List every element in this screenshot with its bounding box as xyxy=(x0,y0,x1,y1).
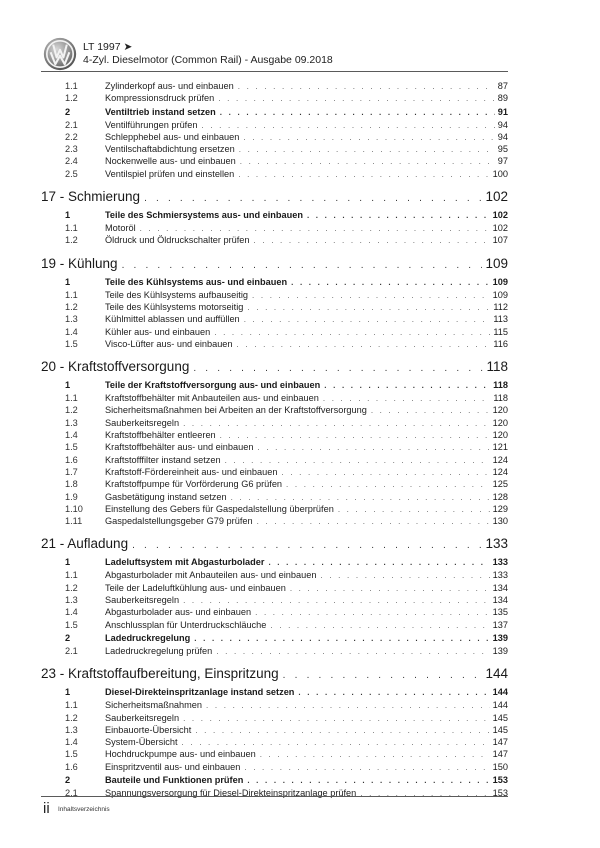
toc-entry-page[interactable]: 133 xyxy=(492,570,508,581)
dot-leader xyxy=(243,133,494,142)
toc-entry-number: 1.1 xyxy=(65,393,78,404)
dot-leader xyxy=(140,224,490,233)
toc-entry-page[interactable]: 120 xyxy=(492,430,508,441)
toc-entry[interactable] xyxy=(41,314,508,326)
toc-entry-page[interactable]: 144 xyxy=(492,700,508,711)
toc-entry[interactable] xyxy=(41,646,508,658)
dot-leader xyxy=(260,750,490,759)
toc-entry[interactable] xyxy=(41,595,508,607)
toc-entry-page[interactable]: 113 xyxy=(493,314,508,325)
toc-entry-title[interactable]: Ventilführungen prüfen xyxy=(105,120,201,130)
toc-entry-title[interactable]: Einspritzventil aus- und einbauen xyxy=(105,762,244,772)
dot-leader xyxy=(231,493,490,502)
toc-entry[interactable] xyxy=(41,327,508,339)
toc-entry[interactable] xyxy=(41,132,508,144)
toc-entry[interactable] xyxy=(41,788,508,800)
toc-entry-title[interactable]: Ventilspiel prüfen und einstellen xyxy=(105,169,238,179)
dot-leader xyxy=(183,419,490,428)
toc-entry-page[interactable]: 100 xyxy=(492,168,508,179)
dot-leader xyxy=(324,381,490,390)
toc-entry-number: 1.5 xyxy=(65,619,78,630)
dot-leader xyxy=(220,108,495,117)
toc-entry-title[interactable]: Visco-Lüfter aus- und einbauen xyxy=(105,339,237,349)
dot-leader xyxy=(132,540,482,551)
dot-leader xyxy=(286,480,490,489)
toc-entry-title[interactable]: Teile des Kühlsystems aufbauseitig xyxy=(105,290,252,300)
toc-entry-page[interactable]: 124 xyxy=(492,454,508,465)
toc-entry[interactable] xyxy=(41,570,508,582)
toc-entry[interactable] xyxy=(41,339,508,351)
toc-entry-page[interactable]: 144 xyxy=(485,666,508,682)
toc-entry-page[interactable]: 115 xyxy=(493,326,508,337)
toc-entry-title[interactable]: Ventiltrieb instand setzen xyxy=(105,107,220,117)
toc-entry-page[interactable]: 121 xyxy=(492,442,508,453)
toc-entry-page[interactable]: 147 xyxy=(492,749,508,760)
dot-leader xyxy=(320,571,489,580)
toc-entry-title[interactable]: Hochdruckpumpe aus- und einbauen xyxy=(105,749,260,759)
toc-entry-page[interactable]: 134 xyxy=(492,595,508,606)
dot-leader xyxy=(206,701,490,710)
dot-leader xyxy=(182,738,490,747)
toc-entry[interactable] xyxy=(41,504,508,516)
dot-leader xyxy=(237,340,491,349)
toc-entry[interactable] xyxy=(41,455,508,467)
toc-entry[interactable] xyxy=(41,762,508,774)
dot-leader xyxy=(218,94,494,103)
toc-entry-title[interactable]: Zylinderkopf aus- und einbauen xyxy=(105,81,238,91)
toc-entry-number: 1.1 xyxy=(65,81,78,91)
toc-entry-page[interactable]: 118 xyxy=(486,359,508,375)
toc-entry-title[interactable]: Teile des Kühlsystems aus- und einbauen xyxy=(105,277,291,287)
toc-section[interactable] xyxy=(41,107,508,120)
toc-entry-number: 1 xyxy=(65,557,71,568)
toc-entry-page[interactable]: 139 xyxy=(492,632,508,643)
toc-entry[interactable] xyxy=(41,144,508,156)
toc-entry-title[interactable]: Gaspedalstellungsgeber G79 prüfen xyxy=(105,516,257,526)
toc-entry-page[interactable]: 144 xyxy=(492,687,508,698)
toc-entry-number: 1.1 xyxy=(65,289,78,300)
vehicle-model: LT 1997 ➤ xyxy=(83,41,133,53)
toc-entry-number: 1.2 xyxy=(65,582,78,593)
dot-leader xyxy=(252,291,490,300)
toc-entry-title[interactable]: 21 - Aufladung xyxy=(41,536,132,551)
toc-section[interactable] xyxy=(41,380,508,393)
toc-entry[interactable] xyxy=(41,620,508,632)
toc-entry-number: 1.6 xyxy=(65,761,78,772)
toc-entry-number: 1 xyxy=(65,210,71,221)
toc-entry-title[interactable]: 23 - Kraftstoffaufbereitung, Einspritzung xyxy=(41,666,283,681)
toc-entry-title[interactable]: Ventilschaftabdichtung ersetzen xyxy=(105,144,239,154)
dot-leader xyxy=(257,517,490,526)
toc-entry-page[interactable]: 130 xyxy=(492,516,508,527)
toc-entry-title[interactable]: Ladeluftsystem mit Abgasturbolader xyxy=(105,557,268,567)
toc-entry-number: 1.4 xyxy=(65,607,78,618)
toc-entry-page[interactable]: 145 xyxy=(492,712,508,723)
toc-entry-title[interactable]: Abgasturbolader mit Anbauteilen aus- und einbauen xyxy=(105,570,320,580)
toc-entry-page[interactable]: 102 xyxy=(485,189,508,205)
toc-entry-page[interactable]: 120 xyxy=(492,405,508,416)
dot-leader xyxy=(307,211,490,220)
toc-entry-page[interactable]: 87 xyxy=(497,81,508,91)
toc-entry-title[interactable]: Ladedruckregelung xyxy=(105,633,194,643)
toc-entry-number: 1.2 xyxy=(65,405,78,416)
toc-entry-title[interactable]: Diesel-Direkteinspritzanlage instand setzen xyxy=(105,687,298,697)
toc-entry-title[interactable]: Einstellung des Gebers für Gaspedalstellung überprüfen xyxy=(105,504,338,514)
dot-leader xyxy=(338,505,490,514)
toc-entry-page[interactable]: 89 xyxy=(497,93,508,104)
toc-entry-page[interactable]: 133 xyxy=(492,557,508,568)
toc-entry-title[interactable]: Sauberkeitsregeln xyxy=(105,418,183,428)
dot-leader xyxy=(183,596,490,605)
toc-entry-number: 2.4 xyxy=(65,156,78,167)
toc-section[interactable] xyxy=(41,557,508,570)
toc-entry-page[interactable]: 91 xyxy=(497,106,508,117)
toc-entry-page[interactable]: 135 xyxy=(492,607,508,618)
dot-leader xyxy=(268,558,489,567)
toc-entry[interactable] xyxy=(41,749,508,761)
toc-entry-page[interactable]: 102 xyxy=(492,223,508,234)
dot-leader xyxy=(194,634,489,643)
dot-leader xyxy=(220,431,490,440)
toc-chapter[interactable] xyxy=(41,666,508,686)
toc-entry-page[interactable]: 153 xyxy=(492,787,508,798)
toc-entry-number: 2 xyxy=(65,774,71,785)
toc-entry-page[interactable]: 145 xyxy=(492,724,508,735)
toc-entry-number: 1.5 xyxy=(65,442,78,453)
toc-entry-page[interactable]: 153 xyxy=(492,774,508,785)
toc-entry-number: 1.3 xyxy=(65,417,78,428)
dot-leader xyxy=(238,170,489,179)
toc-entry-number: 1.3 xyxy=(65,314,78,325)
toc-entry-number: 1.5 xyxy=(65,749,78,760)
toc-entry-page[interactable]: 134 xyxy=(492,582,508,593)
toc-entry-title[interactable]: Sauberkeitsregeln xyxy=(105,713,183,723)
toc-entry[interactable] xyxy=(41,725,508,737)
toc-entry-page[interactable]: 109 xyxy=(492,289,508,300)
toc-entry-number: 1 xyxy=(65,276,71,287)
toc-section[interactable] xyxy=(41,633,508,646)
toc-entry-title[interactable]: Gasbetätigung instand setzen xyxy=(105,492,231,502)
toc-entry[interactable] xyxy=(41,81,508,93)
toc-entry[interactable] xyxy=(41,235,508,247)
table-of-contents xyxy=(41,81,508,800)
toc-entry-number: 1.3 xyxy=(65,724,78,735)
toc-entry-title[interactable]: Kühler aus- und einbauen xyxy=(105,327,214,337)
dot-leader xyxy=(270,621,489,630)
dot-leader xyxy=(247,303,490,312)
toc-entry[interactable] xyxy=(41,169,508,181)
dot-leader xyxy=(193,363,483,374)
toc-entry-page[interactable]: 116 xyxy=(493,338,508,349)
toc-entry[interactable] xyxy=(41,737,508,749)
dot-leader xyxy=(254,236,490,245)
toc-entry-number: 1.1 xyxy=(65,570,78,581)
dot-leader xyxy=(201,121,494,130)
document-subtitle: 4-Zyl. Dieselmotor (Common Rail) - Ausgabe 09.2018 xyxy=(83,54,333,66)
toc-entry[interactable] xyxy=(41,156,508,168)
toc-entry-title[interactable]: Teile der Kraftstoffversorgung aus- und einbauen xyxy=(105,380,324,390)
toc-entry-title[interactable]: Anschlussplan für Unterdruckschläuche xyxy=(105,620,270,630)
toc-entry-number: 1.4 xyxy=(65,430,78,441)
toc-entry-title[interactable]: Spannungsversorgung für Diesel-Direkteinspritzanlage prüfen xyxy=(105,788,360,798)
toc-entry-number: 1 xyxy=(65,380,71,391)
toc-entry[interactable] xyxy=(41,516,508,528)
toc-entry-title[interactable]: Kraftstoffpumpe für Vorförderung G6 prüfen xyxy=(105,479,286,489)
toc-entry-number: 1.8 xyxy=(65,479,78,490)
dot-leader xyxy=(183,714,490,723)
toc-section[interactable] xyxy=(41,775,508,788)
toc-entry-number: 2.2 xyxy=(65,131,78,142)
toc-entry-page[interactable]: 124 xyxy=(492,466,508,477)
dot-leader xyxy=(225,456,490,465)
toc-entry-page[interactable]: 120 xyxy=(492,417,508,428)
toc-entry-page[interactable]: 128 xyxy=(492,491,508,502)
toc-entry-title[interactable]: Kraftstoffbehälter aus- und einbauen xyxy=(105,442,257,452)
footer-page-number: ii xyxy=(43,800,50,817)
toc-entry[interactable] xyxy=(41,290,508,302)
dot-leader xyxy=(255,608,490,617)
toc-entry-number: 1.10 xyxy=(65,503,83,514)
dot-leader xyxy=(144,193,482,204)
toc-entry[interactable] xyxy=(41,442,508,454)
dot-leader xyxy=(283,670,483,681)
toc-entry-title[interactable]: System-Übersicht xyxy=(105,737,182,747)
toc-chapter[interactable] xyxy=(41,256,508,276)
dot-leader xyxy=(195,726,489,735)
toc-entry-number: 2.1 xyxy=(65,119,78,130)
dot-leader xyxy=(257,443,489,452)
toc-entry-number: 1.4 xyxy=(65,326,78,337)
dot-leader xyxy=(298,688,489,697)
toc-entry-page[interactable]: 109 xyxy=(485,255,508,271)
toc-section[interactable] xyxy=(41,210,508,223)
toc-entry[interactable] xyxy=(41,467,508,479)
dot-leader xyxy=(290,584,490,593)
toc-entry[interactable] xyxy=(41,418,508,430)
toc-entry-number: 1.6 xyxy=(65,454,78,465)
toc-entry-number: 1.7 xyxy=(65,466,78,477)
dot-leader xyxy=(281,468,489,477)
toc-entry[interactable] xyxy=(41,405,508,417)
toc-entry-title[interactable]: Öldruck und Öldruckschalter prüfen xyxy=(105,235,254,245)
footer-rule xyxy=(41,796,508,797)
dot-leader xyxy=(214,328,490,337)
toc-entry-title[interactable]: 17 - Schmierung xyxy=(41,189,144,204)
toc-entry-number: 2.1 xyxy=(65,787,78,798)
toc-entry-title[interactable]: Teile der Ladeluftkühlung aus- und einbauen xyxy=(105,583,290,593)
toc-entry[interactable] xyxy=(41,302,508,314)
toc-chapter[interactable] xyxy=(41,189,508,209)
toc-entry-title[interactable]: 19 - Kühlung xyxy=(41,256,122,271)
vw-logo-icon xyxy=(43,37,77,71)
toc-entry[interactable] xyxy=(41,713,508,725)
dot-leader xyxy=(239,145,495,154)
toc-entry-title[interactable]: Einbauorte-Übersicht xyxy=(105,725,195,735)
toc-entry[interactable] xyxy=(41,479,508,491)
toc-entry-page[interactable]: 129 xyxy=(492,503,508,514)
toc-entry-title[interactable]: Teile des Schmiersystems aus- und einbauen xyxy=(105,210,307,220)
toc-entry-number: 1.2 xyxy=(65,235,78,246)
toc-entry-number: 1.4 xyxy=(65,737,78,748)
toc-entry-title[interactable]: Sauberkeitsregeln xyxy=(105,595,183,605)
toc-entry-number: 1.1 xyxy=(65,700,78,711)
toc-chapter[interactable] xyxy=(41,359,508,379)
toc-entry-number: 2.3 xyxy=(65,144,78,155)
toc-entry[interactable] xyxy=(41,393,508,405)
toc-entry-title[interactable]: 20 - Kraftstoffversorgung xyxy=(41,359,193,374)
dot-leader xyxy=(371,406,490,415)
toc-entry-page[interactable]: 109 xyxy=(492,276,508,287)
toc-entry-number: 1 xyxy=(65,687,71,698)
toc-entry-number: 2 xyxy=(65,106,71,117)
toc-entry-page[interactable]: 150 xyxy=(492,761,508,772)
toc-entry-page[interactable]: 102 xyxy=(492,210,508,221)
toc-entry-page[interactable]: 94 xyxy=(497,131,508,142)
toc-entry-page[interactable]: 125 xyxy=(492,479,508,490)
toc-entry-number: 1.2 xyxy=(65,712,78,723)
toc-entry-number: 1.1 xyxy=(65,223,78,234)
toc-entry-number: 2.5 xyxy=(65,168,78,179)
toc-entry-title[interactable]: Kühlmittel ablassen und auffüllen xyxy=(105,314,244,324)
toc-entry-page[interactable]: 97 xyxy=(497,156,508,167)
toc-section[interactable] xyxy=(41,687,508,700)
toc-entry-title[interactable]: Ladedruckregelung prüfen xyxy=(105,646,216,656)
toc-entry-number: 1.5 xyxy=(65,338,78,349)
dot-leader xyxy=(238,82,495,91)
toc-entry-title[interactable]: Kraftstoff-Fördereinheit aus- und einbauen xyxy=(105,467,281,477)
toc-entry[interactable] xyxy=(41,607,508,619)
toc-entry-page[interactable]: 94 xyxy=(497,119,508,130)
toc-entry[interactable] xyxy=(41,492,508,504)
toc-entry-number: 2 xyxy=(65,632,71,643)
toc-entry-page[interactable]: 95 xyxy=(497,144,508,155)
dot-leader xyxy=(244,763,489,772)
toc-section[interactable] xyxy=(41,277,508,290)
toc-entry[interactable] xyxy=(41,93,508,105)
toc-entry-number: 2.1 xyxy=(65,645,78,656)
dot-leader xyxy=(240,157,495,166)
toc-entry-title[interactable]: Kraftstoffbehälter mit Anbauteilen aus- und einbauen xyxy=(105,393,323,403)
toc-entry-title[interactable]: Sicherheitsmaßnahmen bei Arbeiten an der Kraftstoffversorgung xyxy=(105,405,371,415)
toc-entry[interactable] xyxy=(41,700,508,712)
toc-entry[interactable] xyxy=(41,120,508,132)
toc-entry-title[interactable]: Bauteile und Funktionen prüfen xyxy=(105,775,247,785)
toc-entry[interactable] xyxy=(41,430,508,442)
toc-entry-number: 1.3 xyxy=(65,595,78,606)
footer-label: Inhaltsverzeichnis xyxy=(58,806,110,813)
toc-entry-title[interactable]: Abgasturbolader aus- und einbauen xyxy=(105,607,255,617)
toc-entry-title[interactable]: Kompressionsdruck prüfen xyxy=(105,93,218,103)
dot-leader xyxy=(216,647,489,656)
dot-leader xyxy=(247,776,489,785)
toc-entry-page[interactable]: 137 xyxy=(492,619,508,630)
toc-entry-page[interactable]: 147 xyxy=(492,737,508,748)
toc-entry-title[interactable]: Kraftstofffilter instand setzen xyxy=(105,455,225,465)
toc-entry-number: 1.9 xyxy=(65,491,78,502)
dot-leader xyxy=(323,394,491,403)
toc-entry-number: 1.11 xyxy=(65,516,83,527)
toc-entry-title[interactable]: Schlepphebel aus- und einbauen xyxy=(105,132,243,142)
dot-leader xyxy=(244,315,491,324)
dot-leader xyxy=(122,260,483,271)
toc-entry[interactable] xyxy=(41,223,508,235)
page-header xyxy=(41,37,508,72)
dot-leader xyxy=(291,278,490,287)
toc-entry-title[interactable]: Kraftstoffbehälter entleeren xyxy=(105,430,220,440)
toc-entry-page[interactable]: 118 xyxy=(493,380,508,391)
toc-entry-number: 1.2 xyxy=(65,93,78,104)
toc-chapter[interactable] xyxy=(41,536,508,556)
toc-entry-title[interactable]: Motoröl xyxy=(105,223,140,233)
toc-entry-title[interactable]: Teile des Kühlsystems motorseitig xyxy=(105,302,247,312)
toc-entry-page[interactable]: 118 xyxy=(493,393,508,404)
toc-entry-page[interactable]: 107 xyxy=(492,235,508,246)
toc-entry-number: 1.2 xyxy=(65,301,78,312)
toc-entry-title[interactable]: Nockenwelle aus- und einbauen xyxy=(105,156,240,166)
toc-entry-page[interactable]: 139 xyxy=(492,645,508,656)
toc-entry-page[interactable]: 133 xyxy=(485,536,508,552)
toc-entry-title[interactable]: Sicherheitsmaßnahmen xyxy=(105,700,206,710)
toc-entry-page[interactable]: 112 xyxy=(493,301,508,312)
toc-entry[interactable] xyxy=(41,583,508,595)
